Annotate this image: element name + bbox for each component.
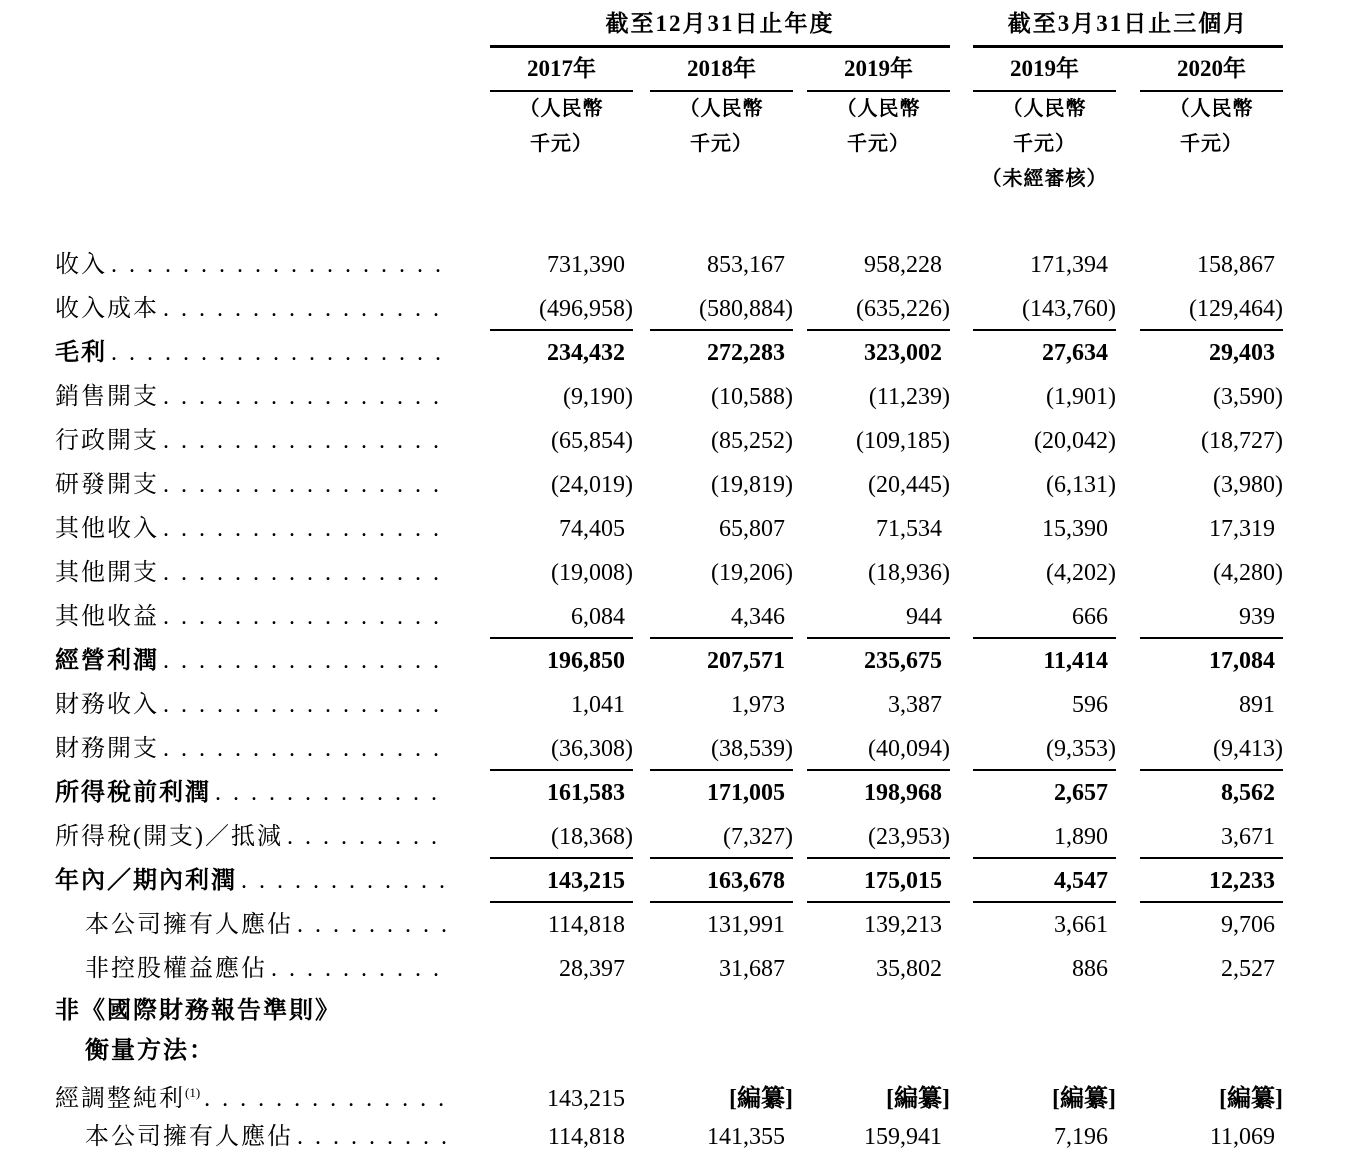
- cell-value: [490, 551, 633, 595]
- value-text: 2,527: [1221, 956, 1275, 982]
- value-text: (7,327): [723, 824, 793, 850]
- unit-header-row-3: [0, 162, 1357, 197]
- column-unit-label: 千元）: [847, 133, 910, 155]
- cell-value: [807, 287, 950, 331]
- cell-value: [973, 375, 1116, 419]
- dot-leader: [297, 903, 449, 947]
- cell-value: [490, 771, 633, 815]
- value-text: (20,042): [1034, 428, 1116, 454]
- row-label-cell: [0, 771, 455, 815]
- cell-value: [490, 243, 633, 287]
- row-label: 本公司擁有人應佔: [85, 1124, 293, 1150]
- value-text: 15,390: [1042, 516, 1108, 542]
- group-header-three-months-mar31: 截至3月31日止三個月: [973, 5, 1283, 48]
- column-unit-label: （人民幣: [679, 98, 764, 120]
- cell-value: [490, 331, 633, 375]
- row-label: 經調整純利$^{(1)}$: [55, 1085, 201, 1112]
- row-label-cell: [0, 1115, 455, 1159]
- row-label-cell: [0, 419, 455, 463]
- footnote-marker: (1): [185, 1085, 201, 1100]
- cell-value: [1140, 243, 1283, 287]
- header-spacer: [0, 162, 455, 197]
- cell-value: [1140, 463, 1283, 507]
- table-row: [0, 419, 1357, 463]
- table-row: [0, 639, 1357, 683]
- row-label-cell: [0, 947, 455, 991]
- cell-value: [973, 815, 1116, 859]
- column-year-header: 2019年: [973, 50, 1116, 92]
- cell-value: [1140, 287, 1283, 331]
- row-label-cell: [0, 331, 455, 375]
- value-text: 944: [906, 604, 942, 630]
- dot-leader: [215, 771, 449, 815]
- cell-value: [807, 639, 950, 683]
- dot-leader: [111, 243, 449, 287]
- cell-value: [807, 243, 950, 287]
- value-text: 74,405: [559, 516, 625, 542]
- row-label: 非《國際財務報告準則》: [55, 998, 341, 1024]
- cell-value: [973, 859, 1116, 903]
- column-year-header: 2019年: [807, 50, 950, 92]
- column-unit-label: （人民幣: [1002, 98, 1087, 120]
- value-text: 161,583: [547, 780, 625, 806]
- cell-value: [973, 463, 1116, 507]
- value-text: 11,414: [1043, 648, 1108, 674]
- table-row: [0, 595, 1357, 639]
- cell-value: [807, 727, 950, 771]
- cell-value: [973, 507, 1116, 551]
- cell-value: [490, 375, 633, 419]
- value-text: (496,958): [539, 296, 633, 322]
- cell-value: [650, 903, 793, 947]
- value-text: 891: [1239, 692, 1275, 718]
- table-row: [0, 551, 1357, 595]
- value-text: (36,308): [551, 736, 633, 762]
- value-text: 141,355: [707, 1124, 785, 1150]
- row-label: 財務開支: [55, 736, 159, 762]
- row-label: 所得稅前利潤: [55, 780, 211, 806]
- cell-value: [490, 463, 633, 507]
- value-text: 853,167: [707, 252, 785, 278]
- row-label: 其他開支: [55, 560, 159, 586]
- row-label-cell: [0, 1031, 455, 1071]
- cell-value: [973, 595, 1116, 639]
- value-text: 29,403: [1209, 340, 1275, 366]
- value-text: 234,432: [547, 340, 625, 366]
- cell-value: [1140, 903, 1283, 947]
- cell-value: [490, 507, 633, 551]
- table-row: [0, 815, 1357, 859]
- row-label: 其他收益: [55, 604, 159, 630]
- cell-value: [650, 419, 793, 463]
- cell-value: [650, 243, 793, 287]
- column-unit-label: [807, 162, 950, 197]
- value-text: (18,936): [868, 560, 950, 586]
- row-label: 經營利潤: [55, 648, 159, 674]
- cell-value: [973, 551, 1116, 595]
- row-label-cell: [0, 507, 455, 551]
- dot-leader: [163, 375, 449, 419]
- cell-value: [973, 419, 1116, 463]
- table-row: [0, 1031, 1357, 1071]
- row-label: 毛利: [55, 340, 107, 366]
- cell-value: [807, 859, 950, 903]
- value-text: 7,196: [1054, 1124, 1108, 1150]
- cell-value: [650, 859, 793, 903]
- value-text: (23,953): [868, 824, 950, 850]
- value-text: 143,215: [547, 1086, 625, 1112]
- value-text: (18,727): [1201, 428, 1283, 454]
- value-text: 17,084: [1209, 648, 1275, 674]
- value-text: 3,661: [1054, 912, 1108, 938]
- dot-leader: [163, 727, 449, 771]
- table-row: [0, 991, 1357, 1031]
- value-text: 175,015: [864, 868, 942, 894]
- row-label: 衡量方法：: [85, 1038, 215, 1064]
- group-header-year-ended-dec31: 截至12月31日止年度: [490, 5, 950, 48]
- value-text: 235,675: [864, 648, 942, 674]
- row-label-cell: [0, 639, 455, 683]
- cell-value: [1140, 727, 1283, 771]
- cell-value: [650, 507, 793, 551]
- cell-value: [490, 947, 633, 991]
- cell-value: [973, 683, 1116, 727]
- value-text: 323,002: [864, 340, 942, 366]
- value-text: (580,884): [699, 296, 793, 322]
- value-text: 171,005: [707, 780, 785, 806]
- value-text: (6,131): [1046, 472, 1116, 498]
- cell-value: [650, 639, 793, 683]
- cell-value: [1140, 683, 1283, 727]
- value-text: 31,687: [719, 956, 785, 982]
- table-row: [0, 463, 1357, 507]
- dot-leader: [163, 287, 449, 331]
- value-text: 12,233: [1209, 868, 1275, 894]
- column-unit-label: 千元）: [1013, 133, 1076, 155]
- table-row: [0, 331, 1357, 375]
- row-label: 所得稅(開支)／抵減: [55, 824, 283, 850]
- cell-value: [1140, 507, 1283, 551]
- cell-value: [650, 727, 793, 771]
- value-text: 163,678: [707, 868, 785, 894]
- cell-value: [490, 287, 633, 331]
- value-text: 35,802: [876, 956, 942, 982]
- cell-value: [1140, 419, 1283, 463]
- value-text: (20,445): [868, 472, 950, 498]
- cell-value: [490, 419, 633, 463]
- column-unit-label: [490, 162, 633, 197]
- cell-value: [490, 1115, 633, 1159]
- row-label: 本公司擁有人應佔: [85, 912, 293, 938]
- value-text: 939: [1239, 604, 1275, 630]
- row-label-cell: [0, 287, 455, 331]
- cell-value: [650, 1115, 793, 1159]
- cell-value: [1140, 595, 1283, 639]
- value-text: (11,239): [868, 384, 950, 410]
- cell-value: [650, 331, 793, 375]
- column-unit-label: （未經審核）: [981, 168, 1108, 190]
- cell-value: [650, 947, 793, 991]
- table-row: [0, 903, 1357, 947]
- row-label: 收入成本: [55, 296, 159, 322]
- dot-leader: [111, 331, 449, 375]
- value-text: 143,215: [547, 868, 625, 894]
- dot-leader: [287, 815, 449, 859]
- cell-value: [807, 595, 950, 639]
- value-text: (19,819): [711, 472, 793, 498]
- value-text: 114,818: [547, 1124, 625, 1150]
- cell-value: [973, 1115, 1116, 1159]
- row-label: 年內／期內利潤: [55, 868, 237, 894]
- dot-leader: [163, 595, 449, 639]
- table-row: [0, 947, 1357, 991]
- value-text: (9,413): [1213, 736, 1283, 762]
- cell-value: [490, 903, 633, 947]
- value-text: 65,807: [719, 516, 785, 542]
- value-text: 27,634: [1042, 340, 1108, 366]
- cell-value: [807, 551, 950, 595]
- value-text: (4,202): [1046, 560, 1116, 586]
- table-row: [0, 771, 1357, 815]
- value-text: 198,968: [864, 780, 942, 806]
- column-unit-label: [1140, 162, 1283, 197]
- row-label-cell: [0, 815, 455, 859]
- cell-value: [807, 815, 950, 859]
- value-text: 272,283: [707, 340, 785, 366]
- value-text: (10,588): [711, 384, 793, 410]
- row-label-cell: [0, 991, 455, 1031]
- value-text: 596: [1072, 692, 1108, 718]
- row-label-cell: [0, 683, 455, 727]
- cell-value: [973, 771, 1116, 815]
- value-text: (19,008): [551, 560, 633, 586]
- column-unit-label: 千元）: [690, 133, 753, 155]
- dot-leader: [271, 947, 449, 991]
- cell-value: [973, 243, 1116, 287]
- value-text: 1,041: [571, 692, 625, 718]
- cell-value: [1140, 859, 1283, 903]
- row-label: 銷售開支: [55, 384, 159, 410]
- cell-value: [650, 815, 793, 859]
- column-unit-label: （人民幣: [836, 98, 921, 120]
- dot-leader: [163, 639, 449, 683]
- column-unit-label: （人民幣: [1169, 98, 1254, 120]
- value-text: 139,213: [864, 912, 942, 938]
- value-text: 196,850: [547, 648, 625, 674]
- cell-value: [650, 683, 793, 727]
- cell-value: [807, 903, 950, 947]
- value-text: 958,228: [864, 252, 942, 278]
- value-text: 6,084: [571, 604, 625, 630]
- row-label-cell: [0, 595, 455, 639]
- value-text: 2,657: [1054, 780, 1108, 806]
- row-label: 非控股權益應佔: [85, 956, 267, 982]
- cell-value: [490, 815, 633, 859]
- value-text: (3,590): [1213, 384, 1283, 410]
- table-row: [0, 727, 1357, 771]
- dot-leader: [163, 507, 449, 551]
- cell-value: [1140, 375, 1283, 419]
- column-year-header: 2017年: [490, 50, 633, 92]
- table-row: [0, 1071, 1357, 1115]
- value-text: (109,185): [856, 428, 950, 454]
- value-text: 28,397: [559, 956, 625, 982]
- value-text: (18,368): [551, 824, 633, 850]
- cell-value: [807, 771, 950, 815]
- row-label: 其他收入: [55, 516, 159, 542]
- row-label-cell: [0, 463, 455, 507]
- table-body: [0, 243, 1357, 1159]
- table-row: [0, 243, 1357, 287]
- table-row: [0, 375, 1357, 419]
- value-text: (40,094): [868, 736, 950, 762]
- value-text: (85,252): [711, 428, 793, 454]
- cell-value: [807, 507, 950, 551]
- value-text: 158,867: [1197, 252, 1275, 278]
- row-label: 財務收入: [55, 692, 159, 718]
- cell-value: [1140, 947, 1283, 991]
- dot-leader: [163, 463, 449, 507]
- value-text: 131,991: [707, 912, 785, 938]
- value-text: 171,394: [1030, 252, 1108, 278]
- cell-value: [1140, 551, 1283, 595]
- value-text: 731,390: [547, 252, 625, 278]
- cell-value: [807, 1115, 950, 1159]
- cell-value: [1140, 815, 1283, 859]
- year-header-row: [0, 48, 1357, 92]
- cell-value: [650, 771, 793, 815]
- cell-value: [490, 727, 633, 771]
- row-label: 研發開支: [55, 472, 159, 498]
- value-text: 3,671: [1221, 824, 1275, 850]
- row-label: 收入: [55, 252, 107, 278]
- dot-leader: [163, 683, 449, 727]
- table-row: [0, 287, 1357, 331]
- cell-value: [807, 375, 950, 419]
- row-label-cell: [0, 1071, 455, 1121]
- row-label-cell: [0, 551, 455, 595]
- row-label-cell: [0, 727, 455, 771]
- row-label-cell: [0, 375, 455, 419]
- dot-leader: [241, 859, 449, 903]
- value-text: 4,547: [1054, 868, 1108, 894]
- value-text: 8,562: [1221, 780, 1275, 806]
- cell-value: [973, 331, 1116, 375]
- cell-value: [973, 287, 1116, 331]
- table-row: [0, 859, 1357, 903]
- header-spacer: [0, 127, 455, 162]
- value-text: (3,980): [1213, 472, 1283, 498]
- value-text: (1,901): [1046, 384, 1116, 410]
- value-text: 71,534: [876, 516, 942, 542]
- cell-value: [973, 903, 1116, 947]
- cell-value: [807, 947, 950, 991]
- value-text: 886: [1072, 956, 1108, 982]
- value-text: (38,539): [711, 736, 793, 762]
- column-unit-label: 千元）: [1180, 133, 1243, 155]
- value-text: 9,706: [1221, 912, 1275, 938]
- column-unit-label: （人民幣: [519, 98, 604, 120]
- dot-leader: [163, 419, 449, 463]
- value-text: 17,319: [1209, 516, 1275, 542]
- value-text: (4,280): [1213, 560, 1283, 586]
- cell-value: [650, 551, 793, 595]
- table-row: [0, 683, 1357, 727]
- cell-value: [1140, 331, 1283, 375]
- value-text: 1,973: [731, 692, 785, 718]
- value-text: [編纂]: [1219, 1086, 1283, 1112]
- cell-value: [1140, 771, 1283, 815]
- cell-value: [973, 727, 1116, 771]
- cell-value: [650, 595, 793, 639]
- cell-value: [807, 463, 950, 507]
- row-label-cell: [0, 243, 455, 287]
- value-text: (635,226): [856, 296, 950, 322]
- value-text: 159,941: [864, 1124, 942, 1150]
- value-text: (65,854): [551, 428, 633, 454]
- value-text: (19,206): [711, 560, 793, 586]
- value-text: (24,019): [551, 472, 633, 498]
- column-year-header: 2018年: [650, 50, 793, 92]
- row-label-cell: [0, 859, 455, 903]
- column-unit-label: 千元）: [530, 133, 593, 155]
- cell-value: [1140, 1115, 1283, 1159]
- column-unit-label: [650, 162, 793, 197]
- cell-value: [490, 595, 633, 639]
- cell-value: [650, 375, 793, 419]
- column-group-header-row: [0, 6, 1357, 48]
- value-text: 207,571: [707, 648, 785, 674]
- unit-header-row-2: [0, 127, 1357, 162]
- value-text: 1,890: [1054, 824, 1108, 850]
- cell-value: [807, 683, 950, 727]
- dot-leader: [297, 1115, 449, 1159]
- value-text: [編纂]: [1052, 1086, 1116, 1112]
- table-row: [0, 1115, 1357, 1159]
- cell-value: [973, 639, 1116, 683]
- value-text: (143,760): [1022, 296, 1116, 322]
- dot-leader: [163, 551, 449, 595]
- cell-value: [973, 947, 1116, 991]
- value-text: 666: [1072, 604, 1108, 630]
- cell-value: [650, 463, 793, 507]
- value-text: 11,069: [1209, 1124, 1275, 1150]
- column-year-header: 2020年: [1140, 50, 1283, 92]
- header-spacer: [0, 92, 455, 127]
- value-text: (129,464): [1189, 296, 1283, 322]
- cell-value: [1140, 639, 1283, 683]
- value-text: 114,818: [547, 912, 625, 938]
- value-text: 3,387: [888, 692, 942, 718]
- value-text: (9,353): [1046, 736, 1116, 762]
- row-label: 行政開支: [55, 428, 159, 454]
- value-text: 4,346: [731, 604, 785, 630]
- value-text: (9,190): [563, 384, 633, 410]
- row-label-cell: [0, 903, 455, 947]
- value-text: [編纂]: [729, 1086, 793, 1112]
- cell-value: [490, 859, 633, 903]
- unit-header-row-1: [0, 92, 1357, 127]
- cell-value: [490, 683, 633, 727]
- value-text: [編纂]: [886, 1086, 950, 1112]
- cell-value: [490, 639, 633, 683]
- cell-value: [807, 419, 950, 463]
- cell-value: [807, 331, 950, 375]
- cell-value: [650, 287, 793, 331]
- table-row: [0, 507, 1357, 551]
